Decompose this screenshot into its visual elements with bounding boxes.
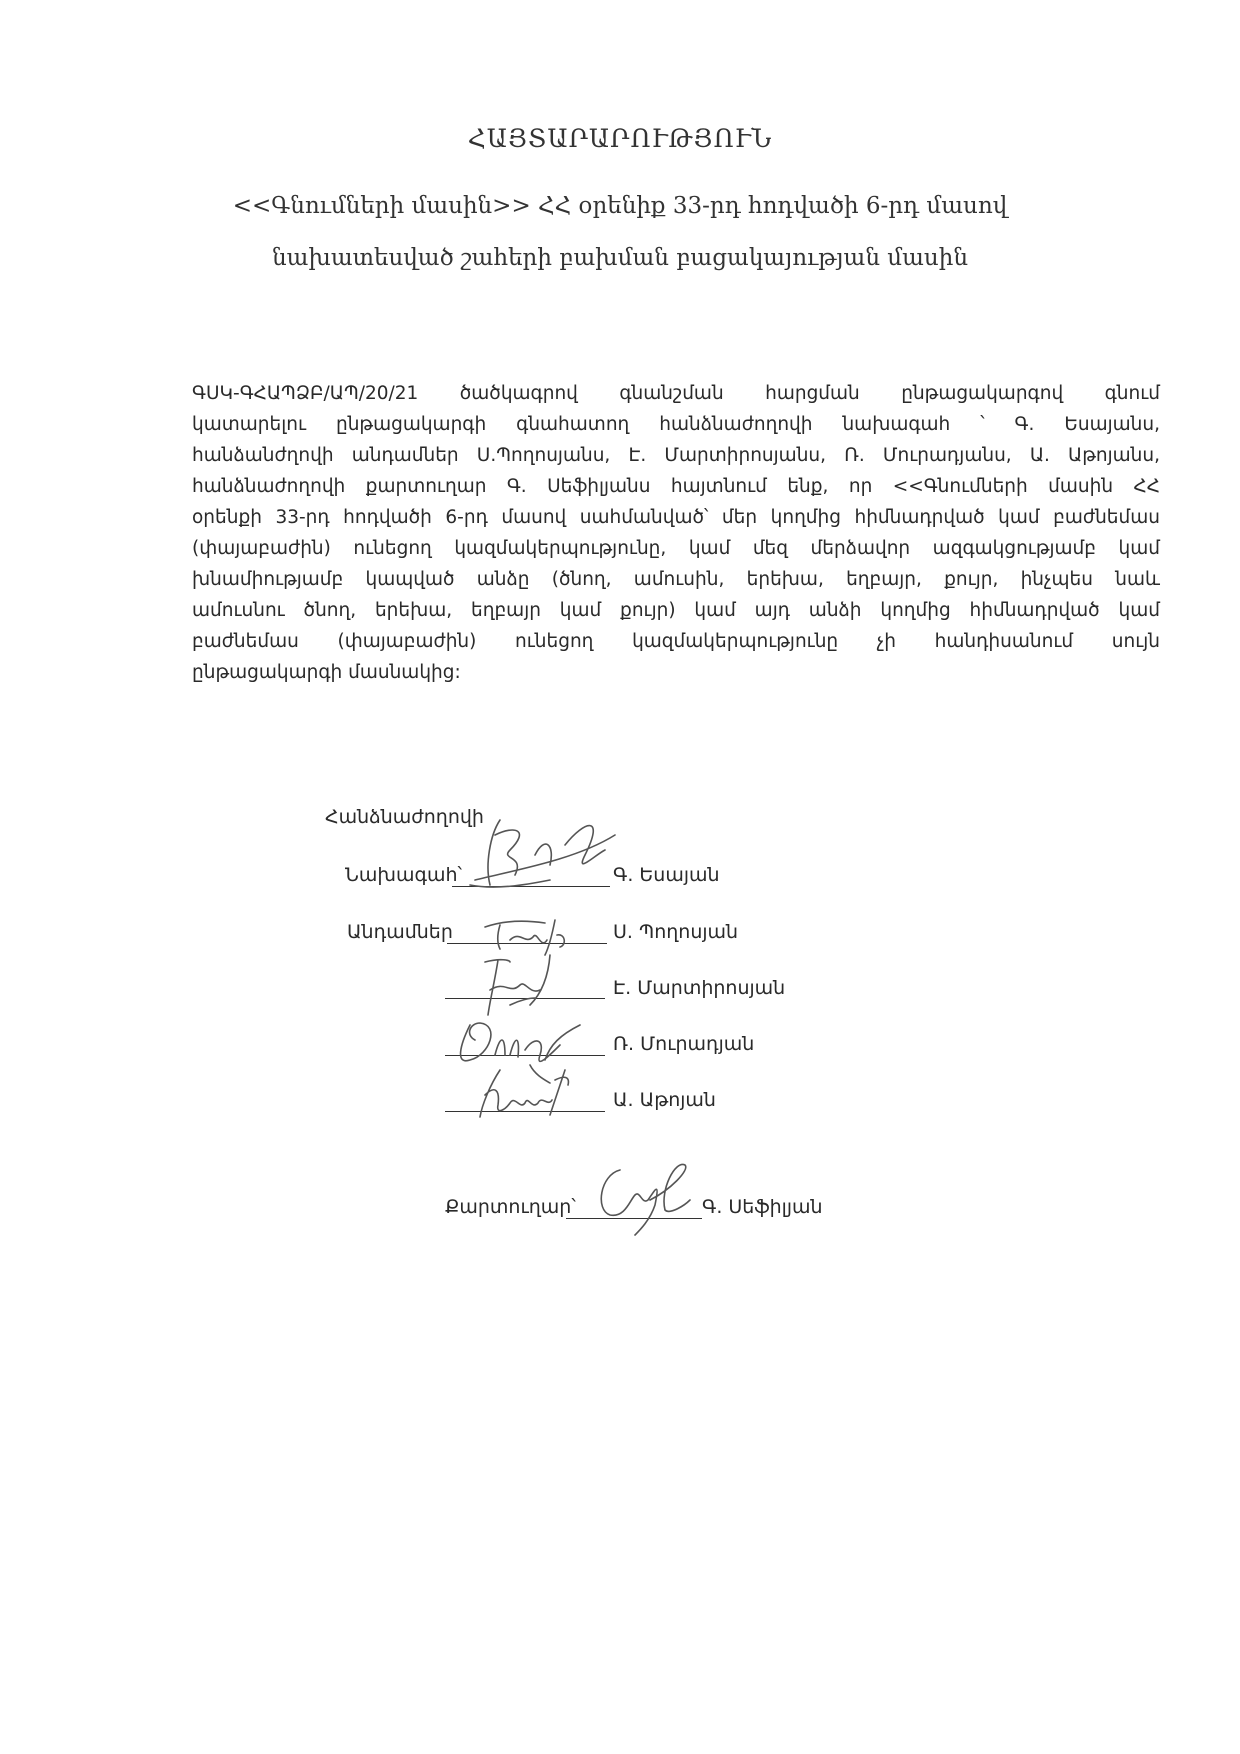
body-line: բաժնեմաս (փայաբաժին) ունեցող կազմակերպությունը չի հանդիսանում սույն [192, 631, 1160, 652]
committee-label: Հանձնաժողովի [325, 806, 484, 828]
body-line: (փայաբաժին) ունեցող կազմակերպությունը, կամ մեզ մերձավոր ազգակցությամբ կամ [192, 538, 1160, 559]
members-label: Անդամներ [347, 921, 453, 943]
secretary-label: Քարտուղար՝ [445, 1196, 576, 1218]
body-line: կատարելու ընթացակարգի գնահատող հանձնաժողովի նախագահ ՝ Գ. Եսայանս, [192, 414, 1160, 435]
subtitle-line-2: նախատեսված շահերի բախման բացակայության մասին [272, 245, 968, 271]
secretary-name: Գ. Սեֆիլյան [702, 1196, 823, 1218]
body-line: օրենքի 33-րդ հոդվածի 6-րդ մասով սահմանված՝ մեր կողմից հիմնադրված կամ բաժնեմաս [192, 507, 1160, 528]
member-name: Ս. Պողոսյան [613, 921, 739, 943]
member-name: Է. Մարտիրոսյան [613, 977, 786, 999]
body-line: հանձանժղովի անդամներ Ս.Պողոսյանս, Է. Մարտիրոսյանս, Ռ. Մուրադյանս, Ա. Աթոյանս, [192, 445, 1160, 466]
member-name: Ա. Աթոյան [613, 1089, 716, 1111]
chair-signature [455, 815, 635, 895]
member-signature [470, 950, 580, 1020]
chair-name: Գ. Եսայան [613, 864, 720, 886]
member-name: Ռ. Մուրադյան [613, 1033, 755, 1055]
secretary-signature [590, 1160, 700, 1235]
member-signature [470, 1065, 580, 1120]
body-line: ամուսնու ծնող, երեխա, եղբայր կամ քույր) կամ այդ անձի կողմից հիմնադրված կամ [192, 600, 1160, 621]
body-line: ընթացակարգի մասնակից: [192, 662, 461, 683]
subtitle-line-1: <<Գնումների մասին>> ՀՀ օրենիք 33-րդ հոդվածի 6-րդ մասով [232, 193, 1008, 219]
body-line: խնամիությամբ կապված անձը (ծնող, ամուսին, երեխա, եղբայր, քույր, ինչպես նաև [192, 569, 1160, 590]
member-signature [475, 915, 585, 955]
chair-label: Նախագահ՝ [345, 864, 463, 886]
document-title: ՀԱՅՏԱՐԱՐՈՒԹՅՈՒՆ [467, 124, 773, 153]
body-line: ԳՍԿ-ԳՀԱՊՁԲ/ԱՊ/20/21 ծածկագրով գնանշման հարցման ընթացակարգով գնում [192, 383, 1160, 404]
declaration-body [192, 378, 1160, 688]
body-line: հանձնաժողովի քարտուղար Գ. Սեֆիլյանս հայտնում ենք, որ <<Գնումների մասին ՀՀ [192, 476, 1160, 497]
